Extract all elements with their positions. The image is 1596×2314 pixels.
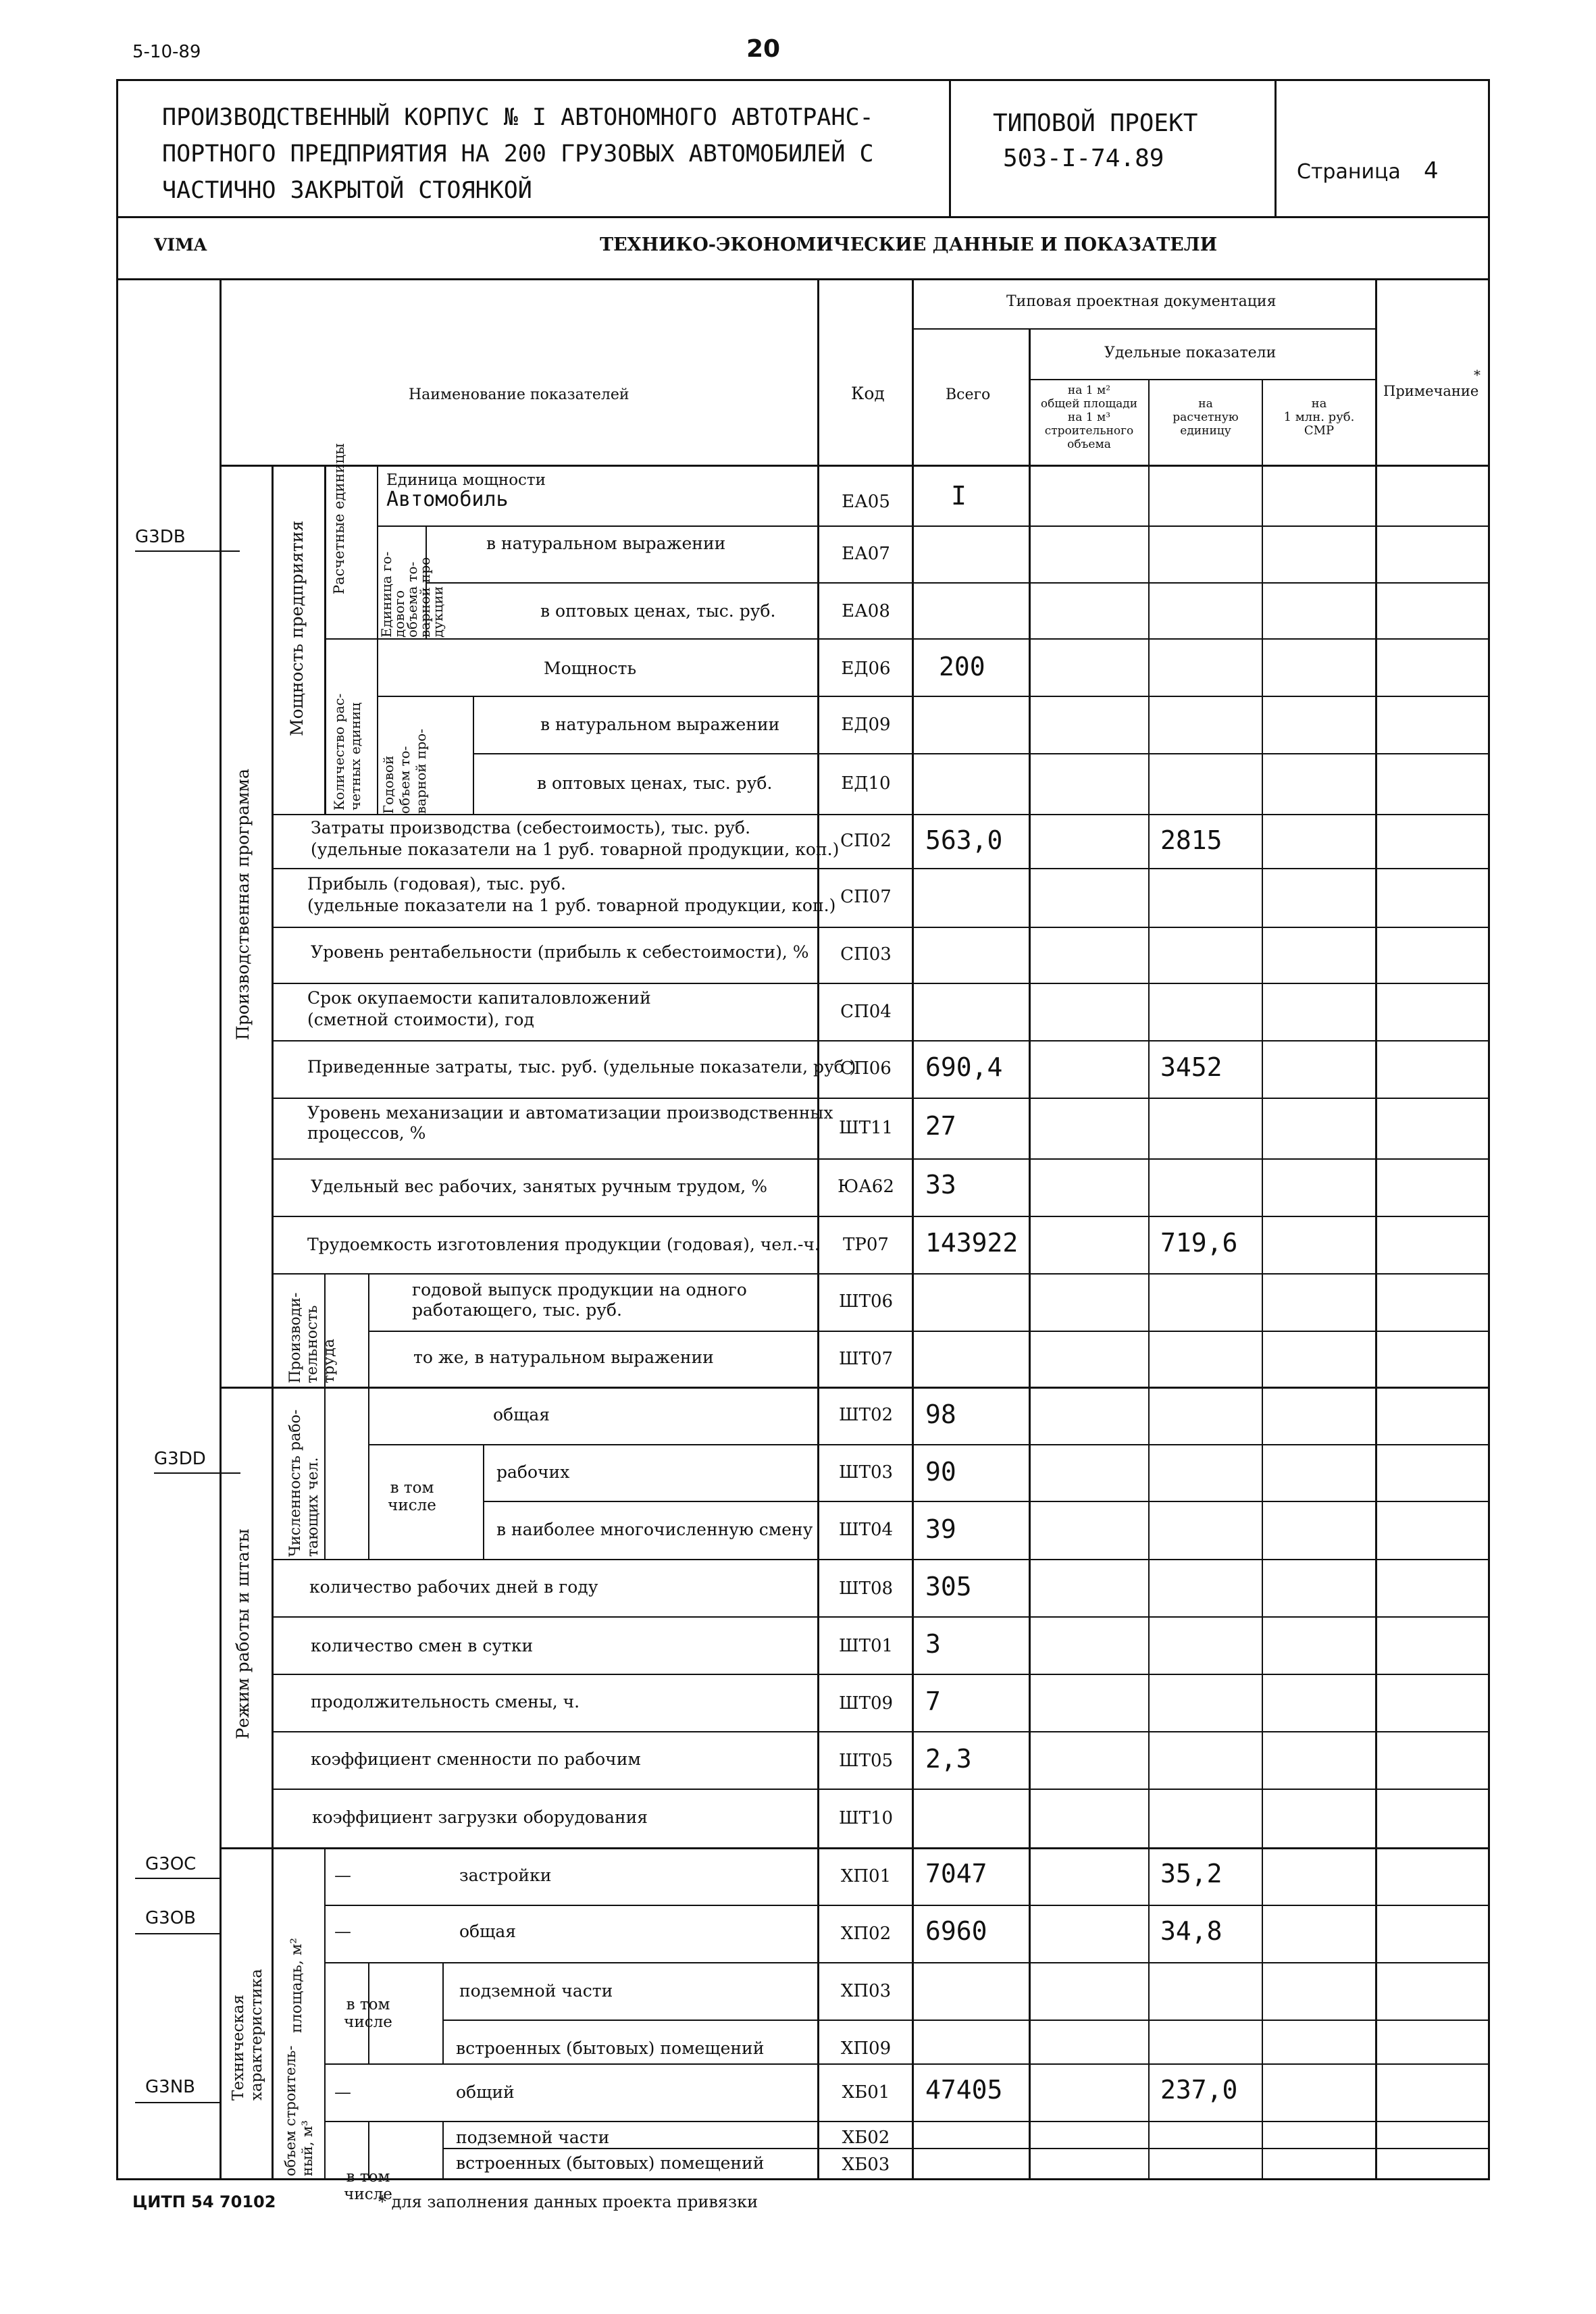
row-sht08-label: количество рабочих дней в году [309, 1577, 598, 1597]
row-ed06-label: Мощность [544, 659, 637, 678]
row-ua62-label: Удельный вес рабочих, занятых ручным трудом, % [311, 1177, 767, 1196]
side-code-g3dd: G3DD [154, 1449, 206, 1469]
incl-label-area: в том числе [344, 1996, 392, 2031]
code-tr07: ТР07 [843, 1235, 889, 1255]
code-xb01: ХБ01 [842, 2082, 890, 2103]
value-sht11-total: 27 [925, 1111, 956, 1141]
code-ea05: ЕА05 [842, 492, 890, 512]
row-xb03-label: встроенных (бытовых) помещений [456, 2153, 765, 2173]
group-staff: Численность рабо- тающих чел. [287, 1409, 321, 1557]
row-sht05-label: коэффициент сменности по рабочим [311, 1749, 641, 1769]
column-header-total: Всего [946, 386, 991, 403]
code-sht09: ШТ09 [838, 1693, 894, 1714]
value-ua62-total: 33 [925, 1170, 956, 1200]
group-annual-volume: Годовой объем то- варной про- [380, 729, 429, 814]
code-sht07: ШТ07 [838, 1349, 894, 1369]
group-technical: Техническая характеристика [230, 1969, 265, 2101]
value-xb01-per-unit: 237,0 [1160, 2075, 1238, 2105]
document-title-line-1: ПРОИЗВОДСТВЕННЫЙ КОРПУС № I АВТОНОМНОГО АВТОТРАНС- [162, 104, 874, 131]
row-sht03-label: рабочих [496, 1462, 570, 1482]
value-sht05-total: 2,3 [925, 1744, 972, 1774]
code-xp09: ХП09 [840, 2038, 892, 2059]
value-xp01-per-unit: 35,2 [1160, 1859, 1222, 1888]
row-xp03-label: подземной части [459, 1981, 613, 2001]
code-sht11: ШТ11 [838, 1118, 894, 1138]
value-sht08-total: 305 [925, 1572, 972, 1601]
code-ed09: ЕД09 [841, 715, 891, 735]
footer-note: * для заполнения данных проекта привязки [378, 2192, 758, 2211]
row-ed09-label: в натуральном выражении [540, 715, 780, 734]
code-xb03: ХБ03 [842, 2155, 890, 2175]
project-number: 503-I-74.89 [1003, 145, 1164, 172]
value-tr07-per-unit: 719,6 [1160, 1228, 1238, 1258]
row-ea08-label: в оптовых ценах, тыс. руб. [540, 601, 776, 621]
code-xp02: ХП02 [840, 1924, 892, 1944]
value-tr07-total: 143922 [925, 1228, 1019, 1258]
code-sht06: ШТ06 [838, 1291, 894, 1312]
group-count-calc: Количество рас- четных единиц [331, 693, 363, 811]
value-sht04-total: 39 [925, 1514, 956, 1544]
document-title-line-2: ПОРТНОГО ПРЕДПРИЯТИЯ НА 200 ГРУЗОВЫХ АВТОМОБИЛЕЙ С [162, 140, 874, 168]
value-sht03-total: 90 [925, 1457, 956, 1487]
page-number: 20 [746, 35, 781, 63]
column-header-per-unit: на расчетную единицу [1173, 397, 1239, 438]
row-sht06-label: годовой выпуск продукции на одного работающего, тыс. руб. [412, 1280, 747, 1320]
row-xp01-label: застройки [459, 1866, 552, 1885]
group-annual-unit: Единица го- дового объема то- варной про- дукции [378, 551, 446, 638]
value-xp01-total: 7047 [925, 1859, 987, 1888]
note-asterisk: * [1474, 367, 1481, 383]
side-code-g3oc: G3OC [145, 1854, 197, 1874]
side-code-g3ob: G3OB [145, 1908, 196, 1928]
value-sp06-total: 690,4 [925, 1052, 1003, 1082]
code-sht05: ШТ05 [838, 1751, 894, 1771]
row-tr07-label: Трудоемкость изготовления продукции (годовая), чел.-ч. [307, 1235, 820, 1254]
code-sht01: ШТ01 [838, 1636, 894, 1656]
row-sht09-label: продолжительность смены, ч. [311, 1692, 580, 1712]
section-code: VIMA [154, 235, 207, 255]
code-sp06: СП06 [840, 1058, 892, 1079]
row-sht11-label: Уровень механизации и автоматизации производственных процессов, % [307, 1103, 833, 1143]
code-sp04: СП04 [840, 1002, 892, 1022]
value-sht09-total: 7 [925, 1687, 941, 1716]
row-xb01-label: общий [456, 2082, 515, 2102]
group-labor-productivity: Производи- тельность труда [287, 1292, 338, 1383]
group-work-mode: Режим работы и штаты [233, 1528, 253, 1739]
row-sht07-label: то же, в натуральном выражении [413, 1347, 714, 1367]
incl-label-volume: в том числе [344, 2168, 392, 2203]
code-ea08: ЕА08 [842, 601, 890, 621]
row-xb02-label: подземной части [456, 2128, 610, 2147]
code-ua62: ЮА62 [838, 1177, 894, 1197]
column-header-name: Наименование показателей [409, 386, 629, 403]
row-xb01-dash: — [334, 2082, 351, 2102]
sheet-label: Страница [1297, 160, 1401, 184]
code-ed10: ЕД10 [841, 773, 891, 794]
code-xp01: ХП01 [840, 1866, 892, 1886]
group-area: площадь, м² [288, 1938, 305, 2033]
project-label: ТИПОВОЙ ПРОЕКТ [993, 109, 1198, 137]
column-header-code: Код [851, 384, 885, 403]
value-ea05-total: I [951, 481, 967, 511]
value-sp06-per-unit: 3452 [1160, 1052, 1222, 1082]
code-ea07: ЕА07 [842, 544, 890, 564]
value-ed06-total: 200 [939, 652, 985, 682]
row-sp06-label: Приведенные затраты, тыс. руб. (удельные показатели, руб ) [307, 1057, 856, 1077]
group-calc-units: Расчетные единицы [331, 443, 347, 594]
code-sp02: СП02 [840, 831, 892, 851]
code-sp03: СП03 [840, 944, 892, 965]
code-sht03: ШТ03 [838, 1462, 894, 1483]
code-xp03: ХП03 [840, 1981, 892, 2001]
column-header-per-mln: на 1 млн. руб. СМР [1283, 396, 1355, 438]
date-stamp: 5-10-89 [132, 42, 201, 62]
value-xp02-total: 6960 [925, 1916, 987, 1946]
value-xb01-total: 47405 [925, 2075, 1003, 2105]
code-sht04: ШТ04 [838, 1520, 894, 1540]
row-xp09-label: встроенных (бытовых) помещений [456, 2038, 765, 2058]
sheet-number: 4 [1424, 157, 1439, 184]
row-sp02-label: Затраты производства (себестоимость), тыс. руб. (удельные показатели на 1 руб. товарной продукции, коп.) [311, 818, 840, 859]
row-sp03-label: Уровень рентабельности (прибыль к себестоимости), % [311, 942, 809, 962]
code-sp07: СП07 [840, 887, 892, 907]
row-sht01-label: количество смен в сутки [311, 1636, 534, 1655]
value-xp02-per-unit: 34,8 [1160, 1916, 1222, 1946]
column-header-note: Примечание [1383, 383, 1479, 399]
document-title-line-3: ЧАСТИЧНО ЗАКРЫТОЙ СТОЯНКОЙ [162, 177, 532, 204]
code-sht02: ШТ02 [838, 1405, 894, 1425]
row-ea05-label: Единица мощности Автомобиль [386, 471, 546, 511]
row-sp07-label: Прибыль (годовая), тыс. руб. (удельные показатели на 1 руб. товарной продукции, коп.) [307, 874, 836, 915]
code-sht10: ШТ10 [838, 1808, 894, 1828]
column-header-per-m2: на 1 м² общей площади на 1 м³ строительного объема [1040, 384, 1138, 451]
group-production-program: Производственная программа [233, 769, 253, 1040]
section-title: ТЕХНИКО-ЭКОНОМИЧЕСКИЕ ДАННЫЕ И ПОКАЗАТЕЛИ [600, 234, 1218, 255]
side-code-g3nb: G3NB [145, 2077, 195, 2097]
value-sht01-total: 3 [925, 1629, 941, 1659]
row-ea07-label: в натуральном выражении [486, 534, 726, 553]
incl-label-staff: в том числе [388, 1479, 436, 1514]
value-sht02-total: 98 [925, 1399, 956, 1429]
side-code-g3db: G3DB [135, 527, 186, 547]
group-capacity: Мощность предприятия [287, 520, 307, 736]
row-xp01-dash: — [334, 1866, 351, 1885]
column-header-specific: Удельные показатели [1104, 344, 1277, 361]
value-sp02-per-unit: 2815 [1160, 825, 1222, 855]
value-sp02-total: 563,0 [925, 825, 1003, 855]
column-header-typical: Типовая проектная документация [1006, 293, 1277, 310]
row-ed10-label: в оптовых ценах, тыс. руб. [537, 773, 773, 793]
code-ed06: ЕД06 [841, 659, 891, 679]
group-volume: объем строитель- ный, м³ [282, 2045, 315, 2176]
row-xp02-dash: — [334, 1922, 351, 1941]
code-xb02: ХБ02 [842, 2128, 890, 2148]
code-sht08: ШТ08 [838, 1578, 894, 1599]
row-sp04-label: Срок окупаемости капиталовложений (сметной стоимости), год [307, 988, 651, 1029]
row-xp02-label: общая [459, 1922, 517, 1941]
row-sht02-label: общая [493, 1405, 550, 1424]
footer-org: ЦИТП 54 70102 [132, 2192, 276, 2211]
row-sht04-label: в наиболее многочисленную смену [496, 1520, 813, 1539]
row-sht10-label: коэффициент загрузки оборудования [312, 1807, 648, 1827]
